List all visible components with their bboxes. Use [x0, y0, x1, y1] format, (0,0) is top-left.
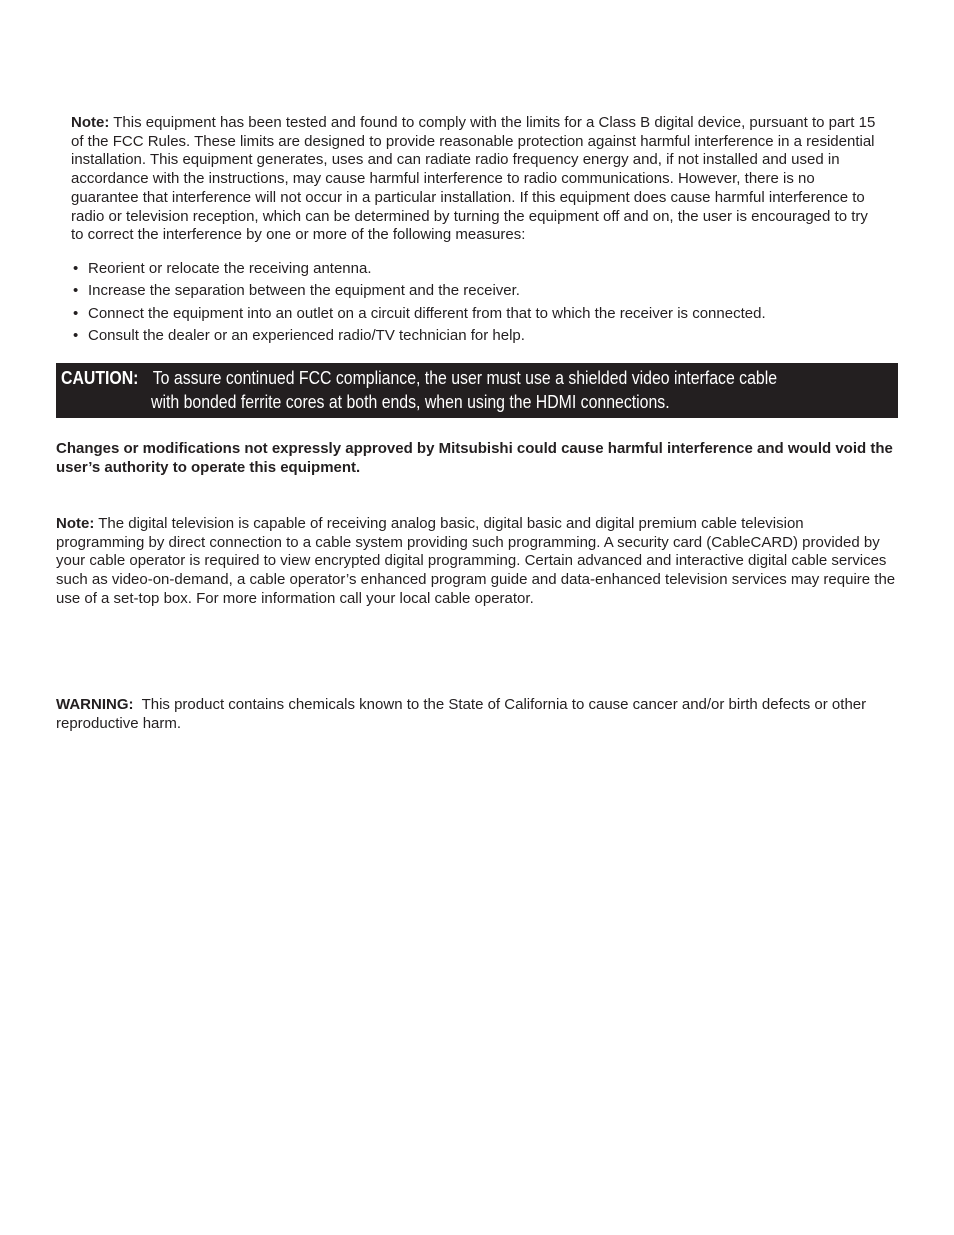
fcc-note-label: Note:: [71, 114, 110, 131]
caution-text: [151, 366, 855, 414]
list-item-text: Increase the separation between the equipment and the receiver.: [88, 282, 520, 300]
cable-note-text: The digital television is capable of receiving analog basic, digital basic and digital premium cable television programming by direct connection to a cable system providing such programming. A security card (CableCARD) provided by your cable operator is required to view encrypted digital programming. Certain advanced and interactive digital cable services such as video-on-demand, a cable operator’s enhanced program guide and data-enhanced television services may require the use of a set-top box. For more information call your local cable operator.: [56, 515, 896, 607]
list-item: [71, 325, 901, 347]
bullet-icon: •: [73, 282, 79, 300]
warning-label: WARNING:: [56, 696, 134, 713]
warning-text: This product contains chemicals known to the State of California to cause cancer and/or birth defects or other reproductive harm.: [56, 696, 867, 732]
fcc-compliance-note: [71, 114, 883, 245]
list-item-text: Consult the dealer or an experienced radio/TV technician for help.: [88, 326, 525, 344]
caution-label: CAUTION:: [61, 368, 139, 388]
interference-measures-list: [71, 258, 901, 347]
bullet-icon: •: [73, 326, 79, 344]
cable-note-label: Note:: [56, 515, 95, 532]
fcc-note-text: This equipment has been tested and found to comply with the limits for a Class B digital device, pursuant to part 15 of the FCC Rules. These limits are designed to provide reasonable protection against harmful interference in a residential installation. This equipment generates, uses and can radiate radio frequency energy and, if not installed and used in accordance with the instructions, may cause harmful interference to radio communications. However, there is no guarantee that interference will not occur in a particular installation. If this equipment does cause harmful interference to radio or television reception, which can be determined by turning the equipment off and on, the user is encouraged to try to correct the interference by one or more of the following measures:: [71, 114, 876, 244]
list-item: [71, 303, 901, 325]
list-item: [71, 280, 901, 302]
list-item-text: Reorient or relocate the receiving antenna.: [88, 260, 372, 277]
modifications-notice: Changes or modifications not expressly approved by Mitsubishi could cause harmful interference and would void the user’s authority to operate this equipment.: [56, 440, 893, 476]
cable-television-note: [56, 515, 896, 609]
bullet-icon: •: [73, 260, 79, 277]
list-item-text: Connect the equipment into an outlet on a circuit different from that to which the receiver is connected.: [88, 304, 766, 322]
caution-line-1: To assure continued FCC compliance, the user must use a shielded video interface cable: [152, 368, 778, 388]
california-warning: [56, 696, 896, 733]
caution-line-2: with bonded ferrite cores at both ends, when using the HDMI connections.: [151, 392, 670, 412]
caution-banner: [56, 363, 898, 418]
list-item: [71, 258, 901, 280]
bullet-icon: •: [73, 304, 79, 322]
